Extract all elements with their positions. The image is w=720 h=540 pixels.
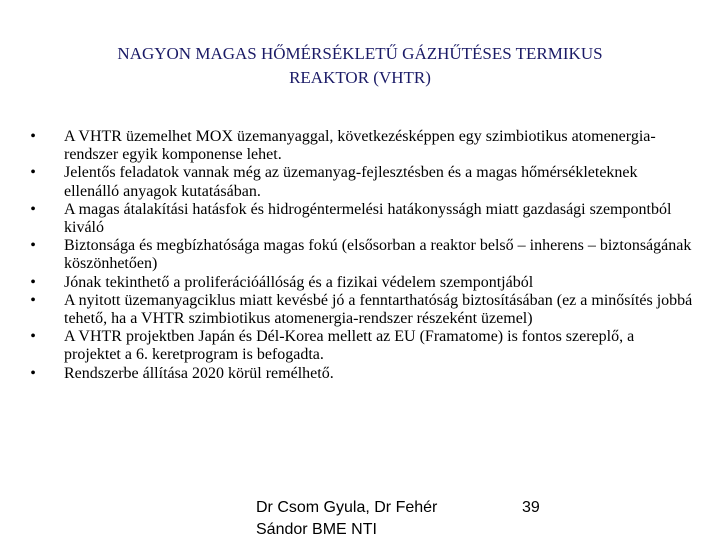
bullet-icon: • <box>30 200 36 218</box>
bullet-item <box>28 365 693 383</box>
bullet-icon: • <box>30 291 36 309</box>
bullet-item <box>28 128 693 164</box>
page-number: 39 <box>522 499 540 516</box>
bullet-item <box>28 274 693 292</box>
bullet-icon: • <box>30 273 36 291</box>
footer-author-line-2: Sándor BME NTI <box>256 521 377 538</box>
slide-title <box>40 42 680 90</box>
bullet-icon: • <box>30 164 36 182</box>
bullet-text: A VHTR üzemelhet MOX üzemanyaggal, következésképpen egy szimbiotikus atomenergia-rendszer egyik komponense lehet. <box>64 128 656 164</box>
bullet-item <box>28 164 693 200</box>
bullet-text: A nyitott üzemanyagciklus miatt kevésbé jó a fenntarthatóság biztosításában (ez a minősítés jobbá tehető, ha a VHTR szimbiotikus atomenergia-rendszer részeként üzemel) <box>64 291 693 328</box>
slide-title-line-2: REAKTOR (VHTR) <box>289 68 431 87</box>
bullet-item <box>28 328 693 364</box>
bullet-text: Biztonsága és megbízhatósága magas fokú (elsősorban a reaktor belső – inherens – biztonságának köszönhetően) <box>64 237 692 273</box>
bullet-item <box>28 201 693 237</box>
bullet-text: Jónak tekinthető a proliferációállóság és a fizikai védelem szempontjából <box>64 273 534 291</box>
footer-author <box>256 497 486 540</box>
bullet-icon: • <box>30 128 36 145</box>
bullet-text: Rendszerbe állítása 2020 körül remélhető. <box>64 364 334 382</box>
bullet-icon: • <box>30 328 36 346</box>
bullet-item <box>28 237 693 273</box>
slide-title-line-1: NAGYON MAGAS HŐMÉRSÉKLETŰ GÁZHŰTÉSES TERMIKUS <box>117 44 603 63</box>
bullet-icon: • <box>30 364 36 382</box>
bullet-list <box>28 128 693 383</box>
bullet-icon: • <box>30 237 36 255</box>
bullet-text: Jelentős feladatok vannak még az üzemanyag-fejlesztésben és a magas hőmérsékleteknek ellenálló anyagok kutatásában. <box>64 164 638 200</box>
bullet-text: A VHTR projektben Japán és Dél-Korea mellett az EU (Framatome) is fontos szereplő, a projektet a 6. keretprogram is befogadta. <box>64 328 635 364</box>
bullet-item <box>28 292 693 328</box>
bullet-text: A magas átalakítási hatásfok és hidrogéntermelési hatákonysságh miatt gazdasági szempontból kiváló <box>64 200 672 237</box>
footer-author-line-1: Dr Csom Gyula, Dr Fehér <box>256 499 438 516</box>
